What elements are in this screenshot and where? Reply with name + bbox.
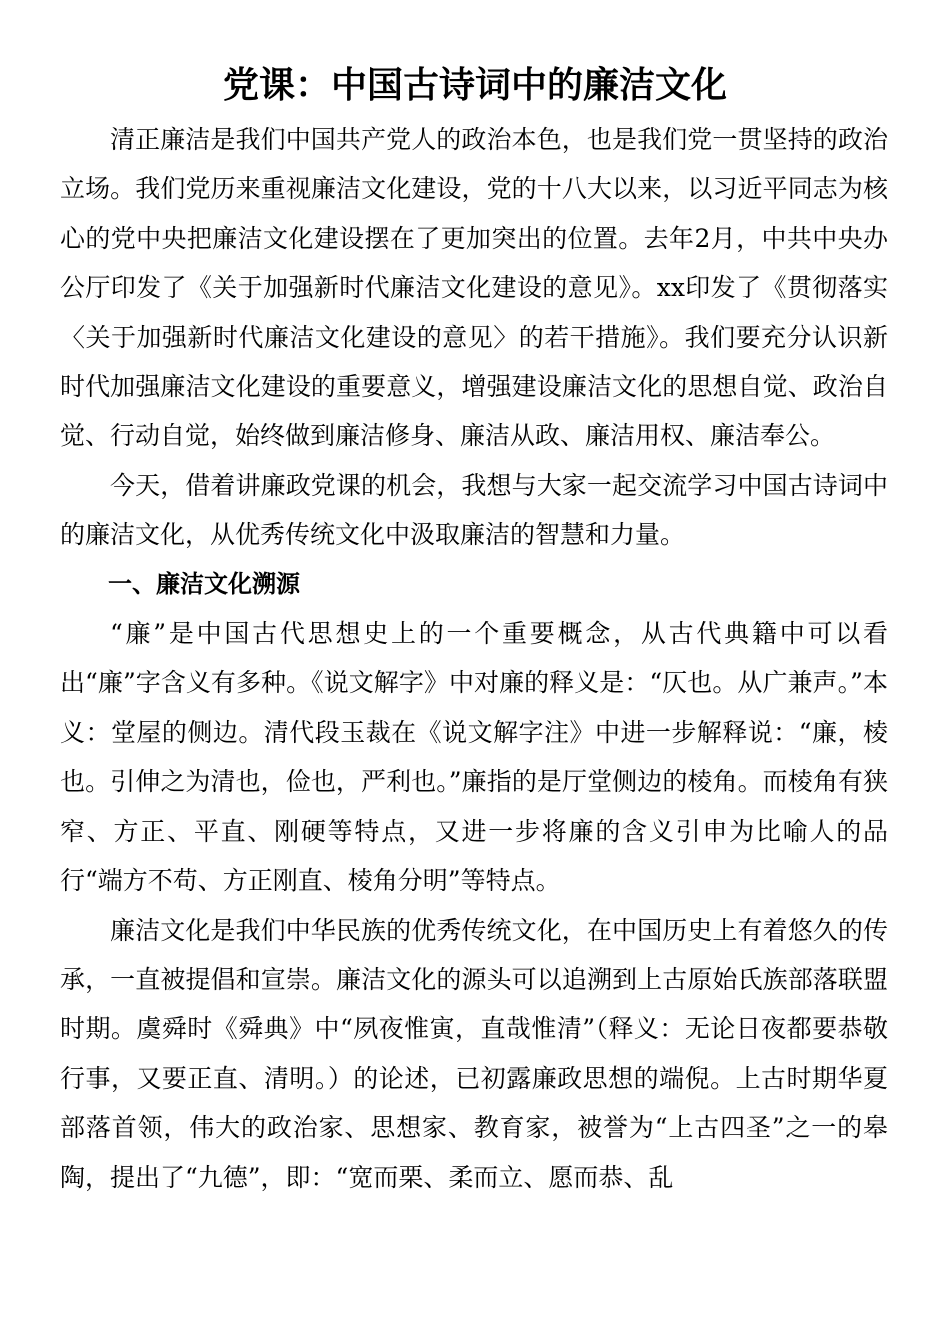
- section-heading: 一、廉洁文化溯源: [108, 569, 300, 598]
- intro-paragraph-2: 今天，借着讲廉政党课的机会，我想与大家一起交流学习中国古诗词中的廉洁文化，从优秀传统文化中汲取廉洁的智慧和力量。: [60, 470, 888, 550]
- page-title: 党课：中国古诗词中的廉洁文化: [222, 64, 727, 106]
- intro-paragraph-1: 清正廉洁是我们中国共产党人的政治本色，也是我们党一贯坚持的政治立场。我们党历来重视廉洁文化建设，党的十八大以来，以习近平同志为核心的党中央把廉洁文化建设摆在了更加突出的位置。去年2月，中共中央办公厅印发了《关于加强新时代廉洁文化建设的意见》。xx印发了《贯彻落实〈关于加强新时代廉洁文化建设的意见〉的若干措施》。我们要充分认识新时代加强廉洁文化建设的重要意义，增强建设廉洁文化的思想自觉、政治自觉、行动自觉，始终做到廉洁修身、廉洁从政、廉洁用权、廉洁奉公。: [60, 125, 888, 451]
- document-body: [60, 115, 888, 1202]
- section-paragraph-2: 廉洁文化是我们中华民族的优秀传统文化，在中国历史上有着悠久的传承，一直被提倡和宣崇。廉洁文化的源头可以追溯到上古原始氏族部落联盟时期。虞舜时《舜典》中“夙夜惟寅，直哉惟清”（释义：无论日夜都要恭敬行事，又要正直、清明。）的论述，已初露廉政思想的端倪。上古时期华夏部落首领，伟大的政治家、思想家、教育家，被誉为“上古四圣”之一的皋陶，提出了“九德”，即：“宽而栗、柔而立、愿而恭、乱: [60, 915, 888, 1192]
- section-paragraph-1: “廉”是中国古代思想史上的一个重要概念，从古代典籍中可以看出“廉”字含义有多种。《说文解字》中对廉的释义是：“仄也。从广兼声。”本义：堂屋的侧边。清代段玉裁在《说文解字注》中进一步解释说：“廉，棱也。引伸之为清也，俭也，严利也。”廉指的是厅堂侧边的棱角。而棱角有狭窄、方正、平直、刚硬等特点，又进一步将廉的含义引申为比喻人的品行“端方不苟、方正刚直、棱角分明”等特点。: [60, 619, 888, 896]
